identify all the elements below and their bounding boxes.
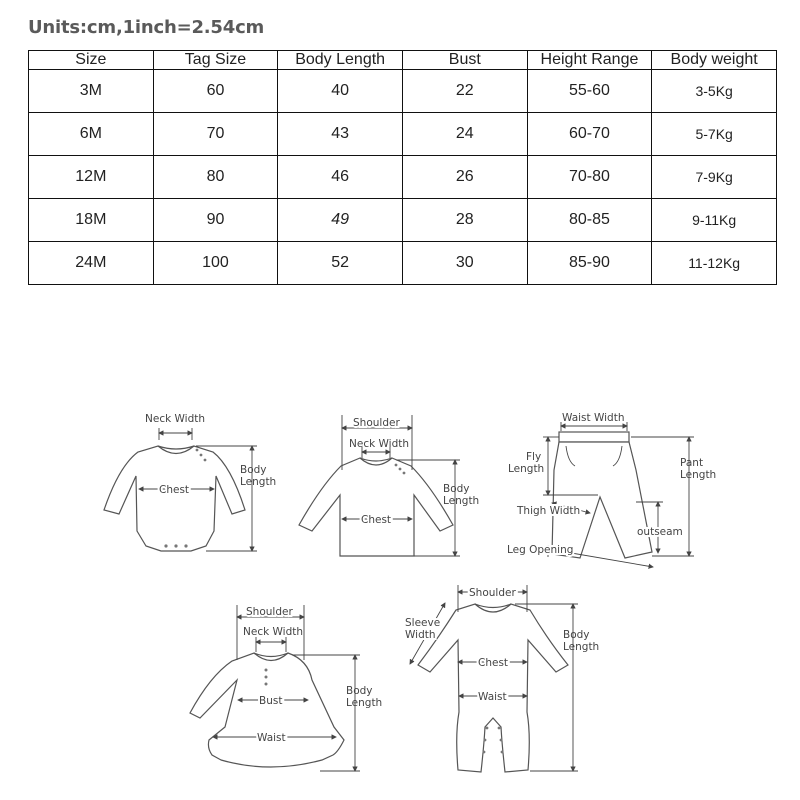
cell-body-length: 52 — [278, 242, 403, 285]
dress-waist-label: Waist — [257, 732, 286, 744]
pants-pant-length-label: Pant — [680, 457, 704, 469]
header-height-range: Height Range — [527, 51, 652, 70]
cell-size: 18M — [29, 199, 154, 242]
bodysuit-diagram — [104, 413, 276, 551]
cell-body-weight: 7-9Kg — [652, 156, 777, 199]
romper-body-length-label-2: Length — [563, 641, 600, 653]
dress-shoulder-label: Shoulder — [246, 606, 293, 618]
cell-height-range: 85-90 — [527, 242, 652, 285]
pants-waist-width-label: Waist Width — [562, 412, 625, 424]
bodysuit-chest-label: Chest — [159, 484, 190, 496]
pants-fly-length-label-2: Length — [508, 463, 545, 475]
romper-sleeve-width-label-2: Width — [405, 629, 436, 641]
cell-body-weight: 11-12Kg — [652, 242, 777, 285]
romper-body-length-label: Body — [563, 629, 590, 641]
top-shoulder-label: Shoulder — [353, 417, 400, 429]
cell-bust: 24 — [402, 113, 527, 156]
cell-body-length: 40 — [278, 70, 403, 113]
pants-fly-length-label: Fly — [526, 451, 542, 463]
bodysuit-body-length-label-2: Length — [240, 476, 277, 488]
pants-diagram — [507, 412, 716, 567]
cell-size: 6M — [29, 113, 154, 156]
dress-neck-width-label: Neck Width — [243, 626, 304, 638]
top-chest-label: Chest — [361, 514, 392, 526]
cell-body-length: 43 — [278, 113, 403, 156]
dress-body-length-label: Body — [346, 685, 373, 697]
bodysuit-neck-width-label: Neck Width — [145, 413, 206, 425]
dress-bust-label: Bust — [259, 695, 283, 707]
cell-height-range: 80-85 — [527, 199, 652, 242]
romper-sleeve-width-label: Sleeve — [405, 617, 441, 629]
pants-leg-opening-label: Leg Opening — [507, 544, 574, 556]
cell-bust: 22 — [402, 70, 527, 113]
header-tag-size: Tag Size — [153, 51, 278, 70]
pants-pant-length-label-2: Length — [680, 469, 717, 481]
bodysuit-body-length-label: Body — [240, 464, 267, 476]
cell-body-length: 49 — [278, 199, 403, 242]
units-note: Units:cm,1inch=2.54cm — [28, 17, 265, 38]
cell-body-weight: 5-7Kg — [652, 113, 777, 156]
top-body-length-label-2: Length — [443, 495, 480, 507]
top-neck-width-label: Neck Width — [349, 438, 410, 450]
top-diagram — [299, 415, 479, 556]
cell-tag-size: 100 — [153, 242, 278, 285]
cell-size: 3M — [29, 70, 154, 113]
cell-height-range: 70-80 — [527, 156, 652, 199]
cell-bust: 30 — [402, 242, 527, 285]
dress-diagram — [190, 605, 382, 771]
cell-height-range: 60-70 — [527, 113, 652, 156]
cell-tag-size: 70 — [153, 113, 278, 156]
dress-body-length-label-2: Length — [346, 697, 383, 709]
cell-tag-size: 60 — [153, 70, 278, 113]
romper-diagram — [405, 585, 599, 772]
cell-bust: 28 — [402, 199, 527, 242]
cell-body-weight: 9-11Kg — [652, 199, 777, 242]
romper-shoulder-label: Shoulder — [469, 587, 516, 599]
pants-outseam-label: outseam — [637, 526, 683, 538]
header-body-weight: Body weight — [652, 51, 777, 70]
cell-height-range: 55-60 — [527, 70, 652, 113]
cell-size: 12M — [29, 156, 154, 199]
romper-waist-label: Waist — [478, 691, 507, 703]
cell-body-weight: 3-5Kg — [652, 70, 777, 113]
cell-tag-size: 90 — [153, 199, 278, 242]
cell-tag-size: 80 — [153, 156, 278, 199]
romper-chest-label: Chest — [478, 657, 509, 669]
header-bust: Bust — [402, 51, 527, 70]
header-size: Size — [29, 51, 154, 70]
pants-thigh-width-label: Thigh Width — [517, 505, 581, 517]
cell-body-length: 46 — [278, 156, 403, 199]
cell-size: 24M — [29, 242, 154, 285]
cell-bust: 26 — [402, 156, 527, 199]
header-body-length: Body Length — [278, 51, 403, 70]
top-body-length-label: Body — [443, 483, 470, 495]
